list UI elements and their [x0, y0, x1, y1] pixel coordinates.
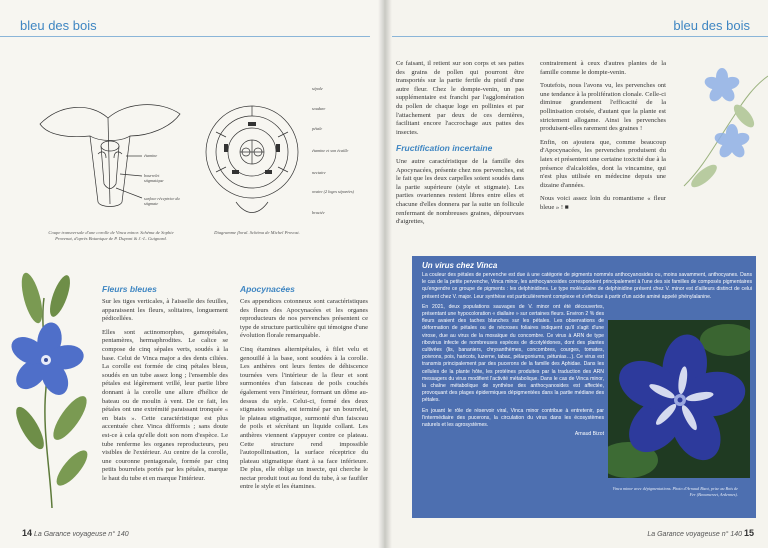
paragraph: Cinq étamines alternipétales, à filet velu et genouillé à la base, sont soudées à la corolle. Les anthères ont leurs fentes de déhiscence tournées vers l'intérieur de la fleur et sont surmontées d'un faisceau de poils couchés également vers l'intérieur, formant un dôme au-dessus du style. Celui-ci, formé des deux stigmates soudés, est terminé par un bourrelet, le plateau stigmatique, surmonté d'un faisceau de poils et sécrétant un liquide collant. Les anthères viennent s'appuyer contre ce plateau. Cette structure rend impossible l'autopollinisation, la surface réceptrice du plateau stigmatique étant à sa face inférieure. De plus, elle oblige un insecte, qui cherche le nectar produit tout au fond du tube, à se faufiler entre le style et les étamines. [240, 345, 368, 491]
figure1-caption: Coupe transversale d'une corolle de Vinca minor. Schéma de Sophie Provenat, d'après Botanique de P. Dupont & J.-L. Guignard. [48, 230, 174, 241]
floral-diagram [196, 92, 308, 222]
label-petale: pétale [312, 126, 323, 131]
paragraph: Elles sont actinomorphes, gamopétales, pentamères, hermaphrodites. Le calice se compose de cinq sépales verts, soudés à la base. Celui de Vinca major a des dents ciliées. La corolle est formée de cinq pétales bleus, soudés en un tube assez long ; l'ensemble des pétales est légèrement vrillé, leur partie libre donnant à la corolle une allure d'hélice de bateau ou de moulin à vent. De ce fait, les pétales ont une extrémité paraissant tronquée « en biais ». Cette caractéristique est plus accentuée chez Vinca difformis ; sans doute est-ce à cela qu'elle doit son nom d'espèce. Le tube renferme les organes reproducteurs, peu visibles de l'extérieur. Au centre de la corolle, une couronne pentagonale, formée par cinq petits bourrelets portés par les pétales, marque le haut du tube et en marque l'intérieur. [102, 328, 228, 482]
right-column-1 [396, 60, 524, 142]
label-nectaire: nectaire [312, 170, 326, 175]
paragraph: En 2021, deux populations sauvages de V. minor ont été découvertes, présentant une hypocoloration « diallaire » sur certaines fleurs. Environ 2 % des fleurs avaient des taches blanches sur les pétales. Les observations de déformation de pétales ou de nécroses foliaires indiquent qu'il s'agit d'une virose, due au virus de la mosaïque du concombre. Ce virus à ARN de type ribovirus infecte de nombreuses espèces de dicotylédones, dont des plantes cultivées (lis, bananiers, chrysanthèmes, concombres, courges, tomates, poivrons, pois, haricots, luzerne, tabac, pélargoniums, pétunias…). Ce virus est transmis principalement par des pucerons de la famille des Aphidae. Dans les cellules de la plante hôte, les protéines produites par la traduction des ARN messagers du virus modifient l'activité métabolique. Dans le cas de Vinca minor, la chaîne métabolique de synthèse des anthocyanosides est affectée, provoquant des plages épidermiques dépigmentées dans la partie médiane des pétales. [422, 303, 604, 404]
label-ovaire: ovaire (2 loges séparées) [312, 189, 355, 194]
left-folio [22, 528, 129, 538]
label-etamine: étamine [144, 153, 158, 158]
header-rule-right [392, 36, 768, 37]
virus-box [412, 256, 756, 518]
paragraph: En jouant le rôle de réservoir viral, Vinca minor contribue à entretenir, par l'intermédiaire des pucerons, la circulation du virus dans les écosystèmes naturels et les agrosystèmes. [422, 407, 604, 429]
right-column-1b [396, 158, 524, 232]
magazine-name-right: La Garance voyageuse n° 140 [647, 531, 743, 538]
periwinkle-watercolor-right [674, 56, 768, 196]
paragraph: La couleur des pétales de pervenche est due à une catégorie de pigments nommés anthocyanosides ou, moins savamment, anthocyanes. Dans le cas de la petite pervenche, Vinca minor, les anthocyanosides correspondent principalement à l'une des six familles de composés pigmentaires qu'engendre ce groupe de pigments : les delphinidines. Le type moléculaire de delphinidine présent chez V. minor est d'ailleurs distinct de celui présent chez V. major. Leur synthèse est particulièrement complexe et s'effectue à partir d'un acide aminé appelé phénylalanine. [422, 272, 752, 300]
author: Arnaud Bizot [574, 431, 604, 438]
right-column-2 [540, 60, 666, 218]
label-bourrelet: bourrelet stigmatique [144, 173, 164, 183]
periwinkle-illustration [2, 268, 102, 508]
vinca-photo [608, 320, 750, 478]
apocynacees-text [240, 298, 368, 497]
fructification-title: Fructification incertaine [396, 143, 493, 153]
paragraph: Nous voici assez loin du romantisme « fleur bleue » ! ■ [540, 195, 666, 211]
header-rule-left [0, 36, 370, 37]
spine-gutter [378, 0, 392, 548]
page-number-right: 15 [743, 528, 754, 538]
figure2-caption: Diagramme floral. Schéma de Michel Provost. [214, 230, 300, 235]
label-bractee: bractée [312, 210, 325, 215]
right-folio [647, 528, 754, 538]
fleurs-bleues-title: Fleurs bleues [102, 284, 157, 294]
paragraph: Enfin, on ajoutera que, comme beaucoup d'Apocynacées, les pervenches produisent du latex et présentent une certaine toxicité due à la présence d'alcaloïdes, dont la vincamine, qui n'est plus utilisée en médecine depuis une dizaine d'années. [540, 138, 666, 189]
paragraph: contrairement à ceux d'autres plantes de la famille comme le dompte-venin. [540, 60, 666, 76]
paragraph: Sur les tiges verticales, à l'aisselle des feuilles, apparaissent les fleurs, solitaires, longuement pédicellées. [102, 298, 228, 323]
virus-box-title: Un virus chez Vinca [422, 261, 498, 270]
magazine-name-left: La Garance voyageuse n° 140 [33, 531, 129, 538]
label-soudure: soudure [312, 106, 326, 111]
paragraph: Ce faisant, il retient sur son corps et ses pattes des grains de pollen qui pourront être transportés sur la partie fertile du pistil d'une autre fleur. Chez le dompte-venin, un pas supplémentaire est franchi par l'agglomération du pollen de chaque loge en pollinies et par l'attachement par deux de ces dernières, facilitant encore l'accrochage aux pattes des insectes. [396, 60, 524, 136]
label-sepale: sépale [312, 86, 323, 91]
label-surface: surface réceptrice du stigmate [144, 196, 180, 206]
section-title-left: bleu des bois [20, 18, 97, 33]
paragraph: Toutefois, nous l'avons vu, les pervenches ont une tendance à la prolifération clonale. Celle-ci diminue grandement l'efficacité de la pollinisation croisée, d'autant que la plante est strictement allogame. Ainsi les pervenches produisent-elles rarement des graines ! [540, 82, 666, 133]
paragraph: Une autre caractéristique de la famille des Apocynacées, présente chez nos pervenches, est le fait que les deux carpelles soient soudés dans la partie supérieure (style et stigmate). Les parties ovariennes restent libres entre elles et chacune d'elles donnera par la suite un follicule renfermant de nombreuses graines, dépourvues d'aigrettes, [396, 158, 524, 226]
page-number-left: 14 [22, 528, 33, 538]
fleurs-bleues-text [102, 298, 228, 488]
paragraph: Ces appendices cotonneux sont caractéristiques des fleurs des Apocynacées et les organes reproducteurs de nos pervenches présentent ce type de structure particulière qui témoigne d'une évolution florale remarquable. [240, 298, 368, 340]
photo-caption: Vinca minor avec dépigmentations. Photo d'Arnaud Bizot, prise au Bois de Fer (Beaumerzet, Ardennes). [612, 486, 738, 497]
apocynacees-title: Apocynacées [240, 284, 295, 294]
label-etamine-ecaille: étamine et son écaille [312, 148, 349, 153]
section-title-right: bleu des bois [673, 18, 750, 33]
